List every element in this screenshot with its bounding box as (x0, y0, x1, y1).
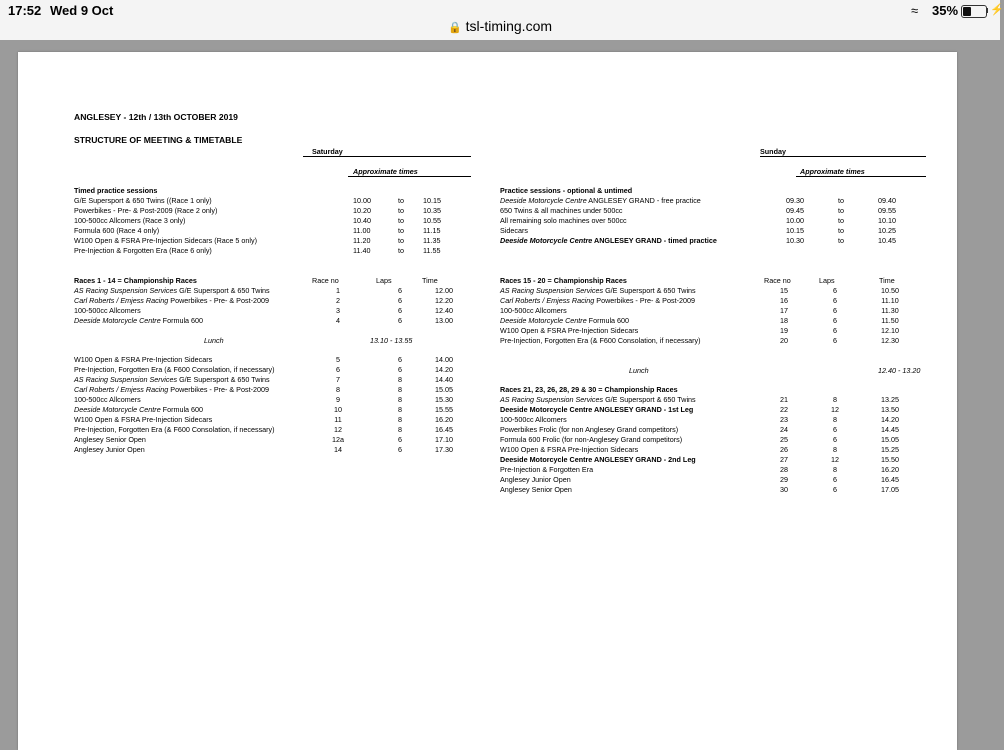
event-name: Deeside Motorcycle Centre ANGLESEY GRAND - 2nd Leg (500, 455, 696, 464)
race-name (500, 465, 593, 475)
race-number: 8 (336, 385, 340, 394)
practice-end-time: 09.40 (878, 196, 896, 205)
url-text[interactable]: tsl-timing.com (465, 18, 553, 34)
practice-to-word: to (398, 236, 404, 245)
race-number: 3 (336, 306, 340, 315)
practice-start-time: 10.40 (353, 216, 371, 225)
race-number: 4 (336, 316, 340, 325)
event-name: Pre-Injection, Forgotten Era (& F600 Consolation, if necessary) (500, 336, 701, 345)
event-name: W100 Open & FSRA Pre-Injection Sidecars (74, 355, 213, 364)
race-name (500, 425, 678, 435)
race-laps: 6 (833, 296, 837, 305)
race-time: 16.45 (881, 475, 899, 484)
race-number: 20 (780, 336, 788, 345)
sponsor-name: AS Racing Suspension Services (500, 286, 604, 295)
event-name: W100 Open & FSRA Pre-Injection Sidecars (500, 445, 639, 454)
event-name: ANGLESEY GRAND - timed practice (592, 236, 717, 245)
event-name: All remaining solo machines over 500cc (500, 216, 627, 225)
practice-session-name (500, 206, 623, 216)
charging-icon: ⚡ (990, 4, 1004, 16)
event-name: Anglesey Junior Open (74, 445, 145, 454)
race-laps: 6 (398, 316, 402, 325)
race-name (500, 316, 629, 326)
practice-start-time: 10.00 (786, 216, 804, 225)
sun-races-heading-a: Races 15 - 20 = Championship Races (500, 276, 627, 285)
race-time: 12.10 (881, 326, 899, 335)
race-laps: 8 (833, 395, 837, 404)
event-name: 100-500cc Allcomers (500, 415, 567, 424)
race-name (74, 296, 269, 306)
race-time: 10.50 (881, 286, 899, 295)
sponsor-name: Deeside Motorcycle Centre (500, 236, 593, 245)
race-name (74, 355, 212, 365)
event-name: Powerbikes - Pre- & Post-2009 (168, 385, 269, 394)
sun-practice-heading: Practice sessions - optional & untimed (500, 186, 633, 195)
race-name (500, 405, 693, 415)
lock-icon: 🔒 (447, 22, 462, 34)
saturday-approx-underline (348, 176, 471, 177)
sat-col-time: Time (422, 276, 438, 285)
race-time: 14.40 (435, 375, 453, 384)
saturday-underline (303, 156, 471, 157)
race-laps: 6 (833, 316, 837, 325)
race-name (500, 395, 696, 405)
race-time: 15.25 (881, 445, 899, 454)
event-name: G/E Supersport & 650 Twins (603, 286, 696, 295)
race-name (74, 405, 203, 415)
race-name (74, 415, 212, 425)
race-time: 12.20 (435, 296, 453, 305)
event-name: G/E Supersport & 650 Twins (603, 395, 696, 404)
practice-end-time: 11.55 (423, 246, 441, 255)
event-name: 100-500cc Allcomers (74, 306, 141, 315)
event-name: G/E Supersport & 650 Twins (177, 375, 270, 384)
race-number: 9 (336, 395, 340, 404)
event-name: Pre-Injection & Forgotten Era (Race 6 only) (74, 246, 212, 255)
practice-start-time: 09.45 (786, 206, 804, 215)
race-time: 12.30 (881, 336, 899, 345)
status-time: 17:52 (8, 3, 42, 18)
race-number: 10 (334, 405, 342, 414)
practice-end-time: 11.35 (423, 236, 441, 245)
race-laps: 8 (398, 375, 402, 384)
race-time: 11.10 (881, 296, 899, 305)
practice-end-time: 10.15 (423, 196, 441, 205)
event-name: Sidecars (500, 226, 528, 235)
race-time: 15.05 (435, 385, 453, 394)
practice-to-word: to (838, 196, 844, 205)
race-number: 15 (780, 286, 788, 295)
race-laps: 6 (398, 365, 402, 374)
address-bar[interactable] (0, 18, 1000, 34)
race-number: 14 (334, 445, 342, 454)
race-laps: 6 (833, 425, 837, 434)
practice-to-word: to (398, 246, 404, 255)
battery-tip (986, 8, 988, 13)
saturday-label: Saturday (312, 147, 343, 156)
race-laps: 6 (833, 336, 837, 345)
practice-to-word: to (838, 236, 844, 245)
event-name: Formula 600 Frolic (for non-Anglesey Grand competitors) (500, 435, 683, 444)
race-name (74, 435, 146, 445)
sponsor-name: Carl Roberts / Emjess Racing (500, 296, 595, 305)
race-name (500, 336, 701, 346)
event-name: Formula 600 (586, 316, 630, 325)
document-subtitle: STRUCTURE OF MEETING & TIMETABLE (74, 135, 243, 145)
race-name (74, 395, 141, 405)
practice-to-word: to (398, 196, 404, 205)
race-laps: 6 (833, 475, 837, 484)
race-name (500, 286, 696, 296)
race-name (500, 455, 696, 465)
sun-lunch-label: Lunch (629, 366, 649, 375)
race-number: 11 (334, 415, 342, 424)
battery-icon (961, 5, 987, 18)
practice-end-time: 10.45 (878, 236, 896, 245)
race-name (74, 425, 275, 435)
race-laps: 6 (398, 445, 402, 454)
practice-session-name (500, 196, 701, 206)
race-number: 25 (780, 435, 788, 444)
event-name: W100 Open & FSRA Pre-Injection Sidecars (Race 5 only) (74, 236, 257, 245)
race-name (74, 306, 141, 316)
race-time: 15.05 (881, 435, 899, 444)
race-laps: 6 (398, 286, 402, 295)
event-name: Formula 600 (160, 405, 204, 414)
sponsor-name: Deeside Motorcycle Centre (500, 196, 587, 205)
event-name: Deeside Motorcycle Centre ANGLESEY GRAND - 1st Leg (500, 405, 694, 414)
document-title: ANGLESEY - 12th / 13th OCTOBER 2019 (74, 112, 238, 122)
sunday-underline (760, 156, 926, 157)
race-laps: 6 (833, 286, 837, 295)
practice-session-name (74, 196, 212, 206)
sun-col-time: Time (879, 276, 895, 285)
race-time: 16.20 (435, 415, 453, 424)
sun-col-laps: Laps (819, 276, 835, 285)
race-laps: 8 (398, 415, 402, 424)
race-number: 30 (780, 485, 788, 494)
race-number: 24 (780, 425, 788, 434)
event-name: ANGLESEY GRAND - free practice (586, 196, 701, 205)
practice-session-name (74, 226, 159, 236)
event-name: Pre-Injection, Forgotten Era (& F600 Consolation, if necessary) (74, 365, 275, 374)
practice-end-time: 10.25 (878, 226, 896, 235)
event-name: Anglesey Junior Open (500, 475, 571, 484)
event-name: 650 Twins & all machines under 500cc (500, 206, 623, 215)
practice-session-name (74, 206, 217, 216)
practice-start-time: 09.30 (786, 196, 804, 205)
race-number: 12 (334, 425, 342, 434)
race-time: 13.00 (435, 316, 453, 325)
practice-to-word: to (838, 206, 844, 215)
race-time: 11.50 (881, 316, 899, 325)
sunday-approx-label: Approximate times (800, 167, 865, 176)
race-number: 18 (780, 316, 788, 325)
practice-session-name (74, 246, 212, 256)
race-number: 12a (332, 435, 344, 444)
race-laps: 8 (398, 405, 402, 414)
race-name (500, 415, 567, 425)
sponsor-name: AS Racing Suspension Services (500, 395, 604, 404)
sponsor-name: AS Racing Suspension Services (74, 286, 178, 295)
race-laps: 8 (833, 415, 837, 424)
sat-practice-heading: Timed practice sessions (74, 186, 158, 195)
race-laps: 12 (831, 455, 839, 464)
race-time: 15.30 (435, 395, 453, 404)
practice-end-time: 11.15 (423, 226, 441, 235)
practice-to-word: to (398, 206, 404, 215)
practice-to-word: to (838, 216, 844, 225)
race-time: 16.45 (435, 425, 453, 434)
sun-races-heading-b: Races 21, 23, 26, 28, 29 & 30 = Championship Races (500, 385, 678, 394)
race-time: 16.20 (881, 465, 899, 474)
race-number: 6 (336, 365, 340, 374)
race-name (74, 286, 270, 296)
document-page (18, 52, 957, 750)
race-laps: 8 (398, 395, 402, 404)
practice-to-word: to (838, 226, 844, 235)
race-name (500, 306, 567, 316)
sponsor-name: AS Racing Suspension Services (74, 375, 178, 384)
race-laps: 8 (833, 445, 837, 454)
battery-percent: 35% (932, 3, 959, 18)
practice-end-time: 09.55 (878, 206, 896, 215)
event-name: Pre-Injection & Forgotten Era (500, 465, 594, 474)
sun-lunch-time: 12.40 - 13.20 (878, 366, 921, 375)
sponsor-name: Deeside Motorcycle Centre (74, 405, 161, 414)
sponsor-name: Carl Roberts / Emjess Racing (74, 296, 169, 305)
event-name: Powerbikes - Pre- & Post-2009 (168, 296, 269, 305)
race-laps: 6 (398, 355, 402, 364)
race-time: 14.20 (435, 365, 453, 374)
race-name (74, 316, 203, 326)
practice-end-time: 10.10 (878, 216, 896, 225)
sunday-label: Sunday (760, 147, 786, 156)
practice-session-name (74, 216, 185, 226)
battery-level (963, 7, 971, 16)
race-time: 13.25 (881, 395, 899, 404)
sat-col-laps: Laps (376, 276, 392, 285)
event-name: Formula 600 (160, 316, 204, 325)
event-name: Anglesey Senior Open (74, 435, 146, 444)
practice-end-time: 10.35 (423, 206, 441, 215)
race-time: 17.10 (435, 435, 453, 444)
race-time: 12.40 (435, 306, 453, 315)
race-laps: 6 (398, 296, 402, 305)
race-number: 1 (336, 286, 340, 295)
practice-session-name (500, 216, 627, 226)
practice-start-time: 10.00 (353, 196, 371, 205)
race-laps: 6 (398, 435, 402, 444)
race-laps: 8 (398, 425, 402, 434)
event-name: Anglesey Senior Open (500, 485, 572, 494)
sat-col-race-no: Race no (312, 276, 339, 285)
wifi-icon: ≈ (911, 3, 919, 18)
race-number: 29 (780, 475, 788, 484)
race-laps: 12 (831, 405, 839, 414)
event-name: Powerbikes - Pre- & Post-2009 (Race 2 only) (74, 206, 218, 215)
practice-session-name (74, 236, 257, 246)
race-laps: 8 (833, 465, 837, 474)
sat-races-heading: Races 1 - 14 = Championship Races (74, 276, 197, 285)
practice-to-word: to (398, 226, 404, 235)
practice-end-time: 10.55 (423, 216, 441, 225)
ios-status-bar (0, 0, 1004, 40)
event-name: W100 Open & FSRA Pre-Injection Sidecars (74, 415, 213, 424)
race-number: 28 (780, 465, 788, 474)
event-name: Powerbikes Frolic (for non Anglesey Grand competitors) (500, 425, 679, 434)
race-number: 19 (780, 326, 788, 335)
race-number: 2 (336, 296, 340, 305)
race-name (500, 475, 571, 485)
race-number: 17 (780, 306, 788, 315)
race-number: 26 (780, 445, 788, 454)
race-laps: 6 (398, 306, 402, 315)
saturday-approx-label: Approximate times (353, 167, 418, 176)
race-time: 11.30 (881, 306, 899, 315)
race-time: 15.50 (881, 455, 899, 464)
race-time: 15.55 (435, 405, 453, 414)
practice-to-word: to (398, 216, 404, 225)
event-name: G/E Supersport & 650 Twins (177, 286, 270, 295)
race-time: 13.50 (881, 405, 899, 414)
race-number: 5 (336, 355, 340, 364)
sunday-approx-underline (796, 176, 926, 177)
event-name: 100-500cc Allcomers (Race 3 only) (74, 216, 186, 225)
race-time: 14.00 (435, 355, 453, 364)
practice-session-name (500, 236, 717, 246)
event-name: Formula 600 (Race 4 only) (74, 226, 160, 235)
practice-start-time: 10.20 (353, 206, 371, 215)
practice-start-time: 11.20 (353, 236, 371, 245)
race-laps: 6 (833, 306, 837, 315)
race-name (74, 365, 275, 375)
race-time: 14.20 (881, 415, 899, 424)
race-number: 22 (780, 405, 788, 414)
sat-lunch-label: Lunch (204, 336, 224, 345)
race-laps: 6 (833, 326, 837, 335)
practice-session-name (500, 226, 528, 236)
race-name (500, 485, 572, 495)
practice-start-time: 10.15 (786, 226, 804, 235)
practice-start-time: 11.00 (353, 226, 371, 235)
practice-start-time: 10.30 (786, 236, 804, 245)
race-number: 16 (780, 296, 788, 305)
race-number: 21 (780, 395, 788, 404)
race-name (500, 296, 695, 306)
race-time: 17.05 (881, 485, 899, 494)
race-time: 14.45 (881, 425, 899, 434)
event-name: Powerbikes - Pre- & Post-2009 (594, 296, 695, 305)
sponsor-name: Deeside Motorcycle Centre (74, 316, 161, 325)
race-name (74, 385, 269, 395)
sponsor-name: Carl Roberts / Emjess Racing (74, 385, 169, 394)
race-laps: 8 (398, 385, 402, 394)
sponsor-name: Deeside Motorcycle Centre (500, 316, 587, 325)
race-time: 17.30 (435, 445, 453, 454)
event-name: 100-500cc Allcomers (74, 395, 141, 404)
status-date: Wed 9 Oct (50, 3, 114, 18)
race-number: 27 (780, 455, 788, 464)
event-name: G/E Supersport & 650 Twins ((Race 1 only) (74, 196, 212, 205)
race-time: 12.00 (435, 286, 453, 295)
event-name: W100 Open & FSRA Pre-Injection Sidecars (500, 326, 639, 335)
event-name: Pre-Injection, Forgotten Era (& F600 Consolation, if necessary) (74, 425, 275, 434)
race-name (500, 326, 638, 336)
race-laps: 6 (833, 485, 837, 494)
sun-col-race-no: Race no (764, 276, 791, 285)
sat-lunch-time: 13.10 - 13.55 (370, 336, 413, 345)
race-laps: 6 (833, 435, 837, 444)
race-name (74, 445, 145, 455)
race-name (500, 445, 638, 455)
race-number: 7 (336, 375, 340, 384)
practice-start-time: 11.40 (353, 246, 371, 255)
race-name (74, 375, 270, 385)
race-number: 23 (780, 415, 788, 424)
event-name: 100-500cc Allcomers (500, 306, 567, 315)
race-name (500, 435, 682, 445)
